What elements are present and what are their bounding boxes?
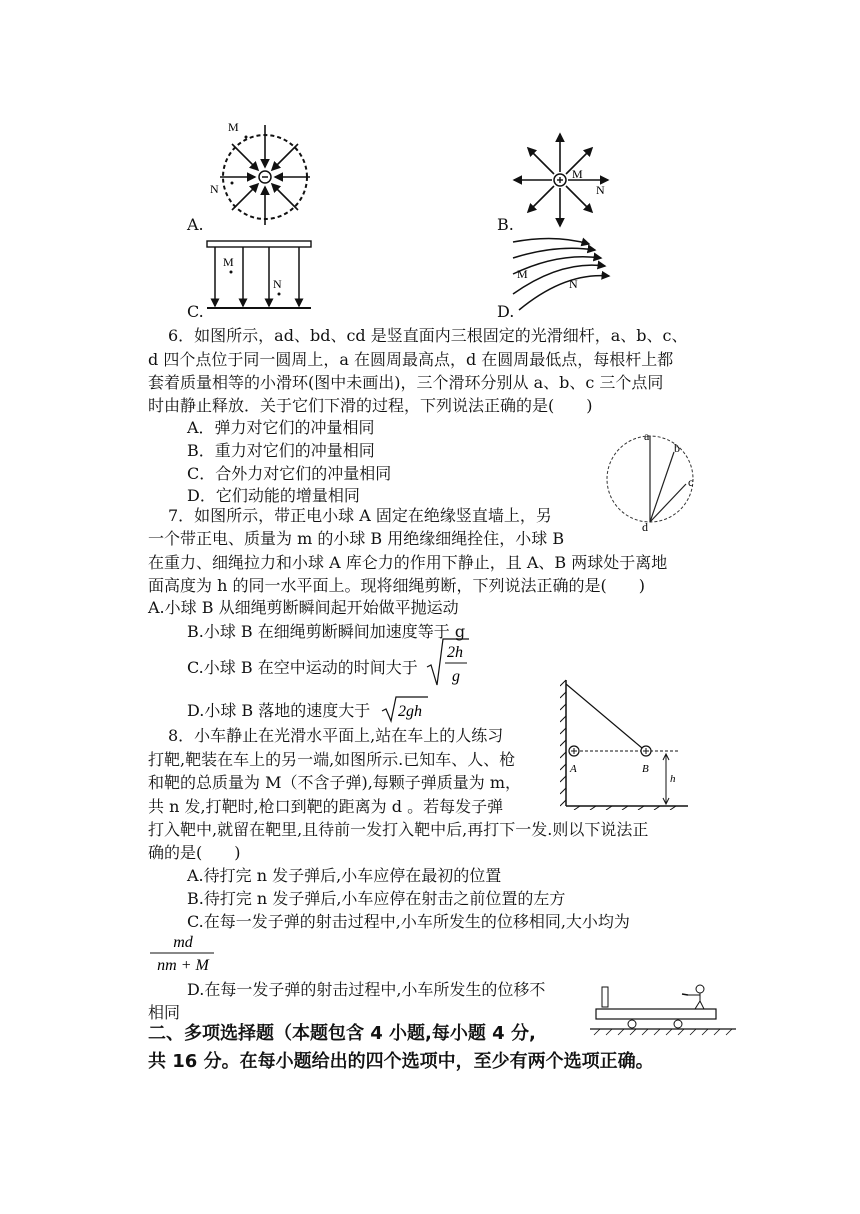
sqrt-2gh	[380, 695, 430, 723]
q8-option-a: A.待打完 n 发子弹后,小车应停在最初的位置	[187, 866, 502, 885]
q6-line-3: 套着质量相等的小滑环(图中未画出)，三个滑环分别从 a、b、c 三个点同	[148, 373, 664, 392]
sqrt-denominator: g	[452, 668, 460, 685]
point-n-label: N	[273, 277, 282, 291]
q6-line-4: 时由静止释放．关于它们下滑的过程，下列说法正确的是( )	[148, 396, 593, 415]
fig5-option-d: D.	[497, 302, 515, 321]
q7-option-a: A.小球 B 从细绳剪断瞬间起开始做平抛运动	[148, 598, 459, 617]
q7-option-b: B.小球 B 在细绳剪断瞬间加速度等于 g	[187, 622, 466, 641]
point-m-label: M	[228, 120, 239, 134]
sqrt-numerator: 2h	[447, 644, 463, 661]
point-a-label: a	[644, 432, 650, 443]
point-n-label: N	[569, 277, 578, 291]
q7-wall-diagram	[560, 678, 690, 810]
q6-line-2: d 四个点位于同一圆周上，a 在圆周最高点，d 在圆周最低点，每根杆上都	[148, 350, 674, 369]
sqrt-2h-over-g	[425, 637, 471, 689]
q8-option-c: C.在每一发子弹的射击过程中,小车所发生的位移相同,大小均为	[187, 912, 630, 931]
q8-cart-diagram	[590, 975, 740, 1041]
q8-line-2: 打靶,靶装在车上的另一端,如图所示.已知车、人、枪	[148, 750, 516, 769]
field-diagram-d	[505, 232, 615, 312]
point-n-label: N	[210, 182, 219, 196]
q8-line-6: 确的是( )	[148, 843, 241, 862]
q6-circle-diagram	[600, 432, 710, 532]
q8-line-3: 和靶的总质量为 M（不含子弹),每颗子弹质量为 m，	[148, 773, 522, 792]
fig5-option-a: A.	[187, 215, 204, 234]
section-2-heading-line-1: 二、多项选择题（本题包含 4 小题,每小题 4 分,	[148, 1023, 536, 1044]
q6-line-1: 6．如图所示，ad、bd、cd 是竖直面内三根固定的光滑细杆，a、b、c、	[168, 326, 688, 345]
q7-line-3: 在重力、细绳拉力和小球 A 库仑力的作用下静止，且 A、B 两球处于离地	[148, 553, 668, 572]
q8-line-1: 8．小车静止在光滑水平面上,站在车上的人练习	[168, 726, 504, 745]
point-b-label: b	[674, 441, 680, 455]
point-c-label: c	[688, 475, 694, 489]
q7-line-4: 面高度为 h 的同一水平面上。现将细绳剪断，下列说法正确的是( )	[148, 576, 645, 595]
q7-line-1: 7．如图所示，带正电小球 A 固定在绝缘竖直墙上，另	[168, 506, 552, 525]
fraction-numerator: md	[173, 934, 193, 951]
field-diagram-a	[210, 115, 320, 225]
q8-option-b: B.待打完 n 发子弹后,小车应停在射击之前位置的左方	[187, 889, 566, 908]
fraction-denominator: nm + M	[157, 957, 209, 974]
q7-line-2: 一个带正电、质量为 m 的小球 B 用绝缘细绳拴住，小球 B	[148, 529, 565, 548]
q7-option-d: D.小球 B 落地的速度大于	[187, 701, 371, 720]
point-m-label: M	[572, 167, 583, 181]
fig5-option-c: C.	[187, 302, 204, 321]
q8-line-5: 打入靶中,就留在靶里,且待前一发打入靶中后,再打下一发.则以下说法正	[148, 820, 649, 839]
point-m-label: M	[223, 255, 234, 269]
field-diagram-c	[205, 238, 315, 312]
q6-option-c: C．合外力对它们的冲量相同	[187, 464, 392, 483]
q8-line-4: 共 n 发,打靶时,枪口到靶的距离为 d 。若每发子弹	[148, 797, 504, 816]
ball-a-label: A	[570, 763, 577, 775]
q7-option-c: C.小球 B 在空中运动的时间大于	[187, 658, 418, 677]
field-diagram-b	[510, 130, 620, 230]
sqrt-content: 2gh	[398, 703, 422, 720]
fraction-md-over-nm-plus-m	[148, 930, 218, 976]
point-m-label: M	[517, 267, 528, 281]
point-n-label: N	[596, 183, 605, 197]
point-d-label: d	[642, 520, 648, 532]
ball-b-label: B	[642, 763, 649, 775]
q8-option-d-cont: 相同	[148, 1003, 181, 1022]
fig5-option-b: B.	[497, 215, 514, 234]
q6-option-b: B．重力对它们的冲量相同	[187, 441, 375, 460]
q6-option-d: D．它们动能的增量相同	[187, 486, 360, 505]
q8-option-d: D.在每一发子弹的射击过程中,小车所发生的位移不	[187, 980, 546, 999]
height-h-label: h	[670, 773, 676, 785]
section-2-heading-line-2: 共 16 分。在每小题给出的四个选项中，至少有两个选项正确。	[148, 1051, 654, 1072]
q6-option-a: A．弹力对它们的冲量相同	[187, 418, 375, 437]
